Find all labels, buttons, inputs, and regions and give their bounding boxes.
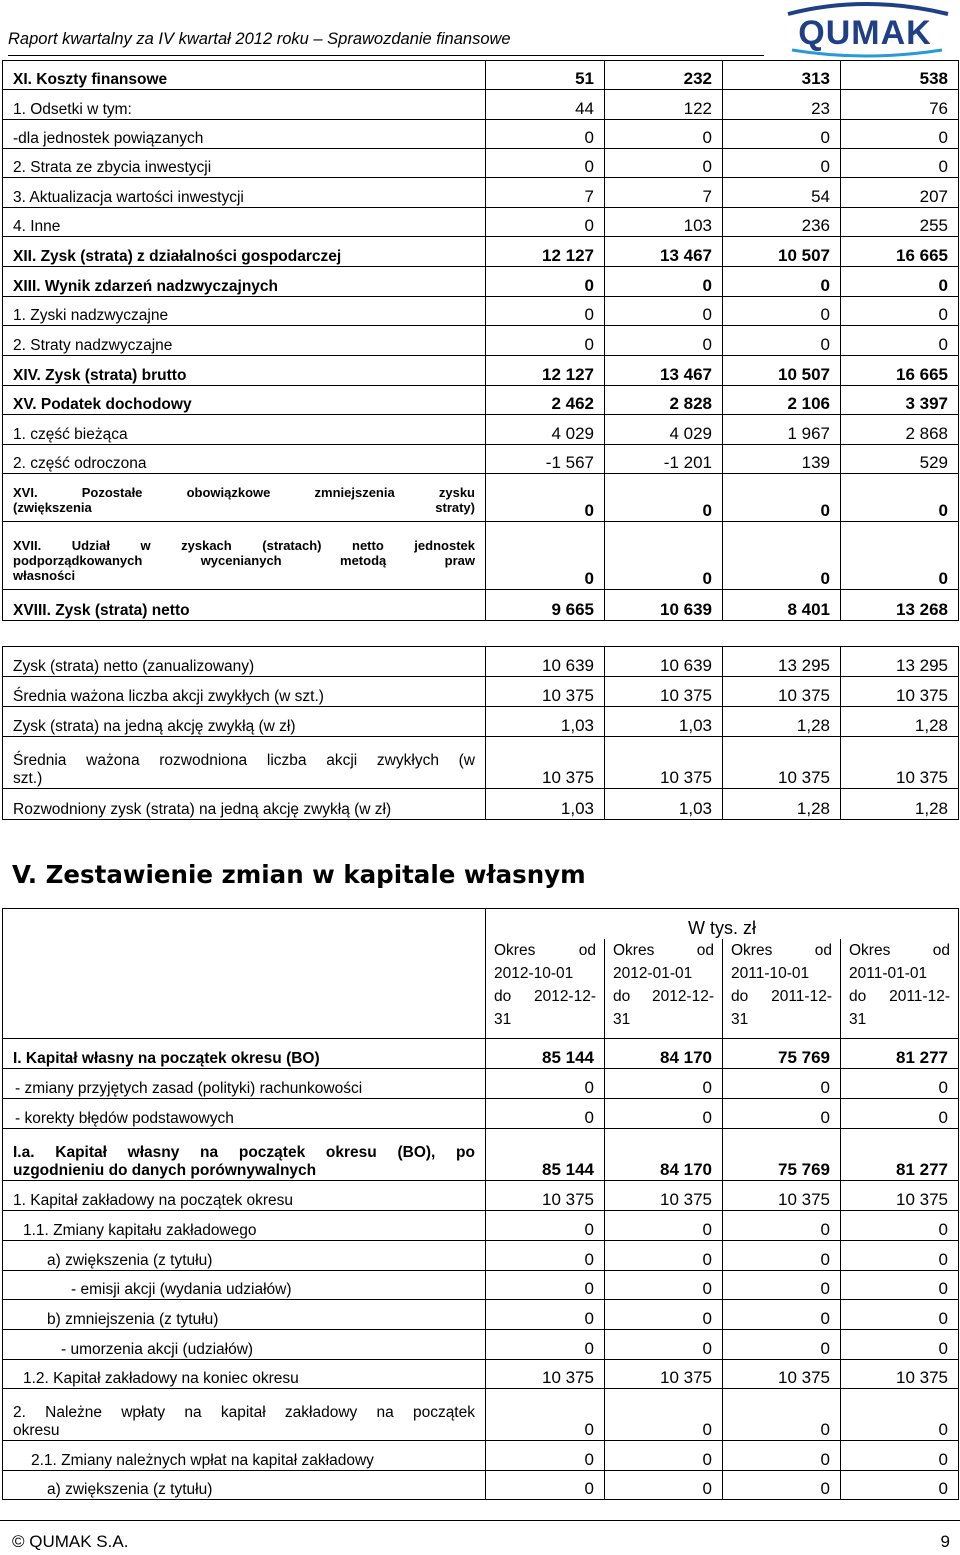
- row-label: I. Kapitał własny na początek okresu (BO): [3, 1039, 486, 1069]
- report-header-title: Raport kwartalny za IV kwartał 2012 roku – Sprawozdanie finansowe: [8, 30, 511, 48]
- table-row: [3, 474, 959, 522]
- period-line: do 2011-12-: [731, 987, 832, 1005]
- value-cell: 1,03: [605, 789, 723, 820]
- row-label: [3, 1389, 486, 1441]
- value-cell: 12 127: [486, 356, 605, 386]
- value-cell: 13 467: [605, 356, 723, 386]
- value-cell: 1,28: [723, 789, 841, 820]
- value-cell: 538: [841, 61, 959, 90]
- value-cell: 232: [605, 61, 723, 90]
- value-cell: 0: [605, 120, 723, 149]
- period-line: 2012-01-01: [613, 964, 693, 982]
- table-row: [3, 1389, 959, 1441]
- row-label: Zysk (strata) netto (zanualizowany): [3, 647, 486, 677]
- value-cell: 7: [486, 178, 605, 208]
- period-header: [486, 939, 605, 1039]
- value-cell: 10 375: [841, 1181, 959, 1211]
- value-cell: 0: [486, 1300, 605, 1330]
- row-label: a) zwiększenia (z tytułu): [3, 1241, 486, 1271]
- period-line: 31: [731, 1010, 749, 1028]
- value-cell: 1,03: [486, 707, 605, 737]
- table-row: [3, 415, 959, 445]
- value-cell: 10 375: [841, 737, 959, 789]
- value-cell: 0: [723, 149, 841, 178]
- value-cell: 529: [841, 445, 959, 474]
- row-label-line: podporządkowanych wycenianych metodą praw: [13, 553, 475, 568]
- value-cell: 0: [486, 1211, 605, 1241]
- row-label: - zmiany przyjętych zasad (polityki) rachunkowości: [3, 1069, 486, 1099]
- value-cell: 51: [486, 61, 605, 90]
- value-cell: 0: [841, 120, 959, 149]
- value-cell: 0: [841, 1211, 959, 1241]
- row-label: 1. Odsetki w tym:: [3, 90, 486, 120]
- value-cell: 0: [841, 1241, 959, 1271]
- period-line: 31: [849, 1010, 867, 1028]
- value-cell: 0: [486, 297, 605, 326]
- period-line: 2011-10-01: [731, 964, 810, 982]
- table-row: [3, 326, 959, 356]
- value-cell: 0: [841, 1471, 959, 1500]
- value-cell: 10 375: [605, 1360, 723, 1389]
- row-label: a) zwiększenia (z tytułu): [3, 1471, 486, 1500]
- value-cell: 75 769: [723, 1039, 841, 1069]
- row-label-line: szt.): [13, 770, 43, 787]
- value-cell: 103: [605, 208, 723, 237]
- value-cell: 0: [486, 1441, 605, 1471]
- value-cell: 0: [841, 1099, 959, 1129]
- value-cell: 0: [605, 267, 723, 297]
- value-cell: 0: [841, 522, 959, 590]
- value-cell: 9 665: [486, 590, 605, 621]
- value-cell: 12 127: [486, 237, 605, 267]
- value-cell: 0: [486, 1389, 605, 1441]
- value-cell: 13 268: [841, 590, 959, 621]
- table-row: [3, 208, 959, 237]
- row-label: 1.1. Zmiany kapitału zakładowego: [3, 1211, 486, 1241]
- value-cell: 0: [841, 326, 959, 356]
- value-cell: 0: [486, 1330, 605, 1360]
- value-cell: 0: [723, 1069, 841, 1099]
- value-cell: 16 665: [841, 356, 959, 386]
- row-label: 1. część bieżąca: [3, 415, 486, 445]
- results-table: [2, 60, 959, 621]
- period-line: 2011-01-01: [849, 964, 928, 982]
- value-cell: 0: [841, 297, 959, 326]
- row-label: 2. Strata ze zbycia inwestycji: [3, 149, 486, 178]
- value-cell: 0: [605, 1241, 723, 1271]
- period-line: do 2011-12-: [849, 987, 950, 1005]
- table-row: [3, 1039, 959, 1069]
- table-row: [3, 297, 959, 326]
- value-cell: 1,03: [605, 707, 723, 737]
- period-line: Okres od: [731, 941, 832, 959]
- period-line: Okres od: [849, 941, 950, 959]
- row-label: [3, 1129, 486, 1181]
- table-row: [3, 267, 959, 297]
- table-row: [3, 677, 959, 707]
- row-label-line: (zwiększenia straty): [13, 500, 475, 515]
- table-row: [3, 1471, 959, 1500]
- value-cell: 0: [486, 149, 605, 178]
- row-label: [3, 522, 486, 590]
- value-cell: 0: [841, 1330, 959, 1360]
- value-cell: 0: [723, 267, 841, 297]
- value-cell: 7: [605, 178, 723, 208]
- row-label: 1.2. Kapitał zakładowy na koniec okresu: [3, 1360, 486, 1389]
- value-cell: 0: [841, 1389, 959, 1441]
- value-cell: 0: [723, 326, 841, 356]
- value-cell: 0: [486, 1069, 605, 1099]
- period-header: [841, 939, 959, 1039]
- value-cell: 0: [723, 1441, 841, 1471]
- value-cell: 1,28: [723, 707, 841, 737]
- qumak-logo: [770, 0, 960, 60]
- row-label: 4. Inne: [3, 208, 486, 237]
- value-cell: 10 507: [723, 237, 841, 267]
- value-cell: 13 295: [723, 647, 841, 677]
- row-label: Średnia ważona liczba akcji zwykłych (w szt.): [3, 677, 486, 707]
- row-label: XI. Koszty finansowe: [3, 61, 486, 90]
- value-cell: 0: [605, 1099, 723, 1129]
- row-label: 3. Aktualizacja wartości inwestycji: [3, 178, 486, 208]
- value-cell: 10 375: [486, 677, 605, 707]
- value-cell: 0: [723, 297, 841, 326]
- row-label: - korekty błędów podstawowych: [3, 1099, 486, 1129]
- row-label: Rozwodniony zysk (strata) na jedną akcję zwykłą (w zł): [3, 789, 486, 820]
- table-row: [3, 237, 959, 267]
- blank-header-cell: [3, 909, 486, 1039]
- table-row: [3, 1271, 959, 1300]
- row-label: [3, 474, 486, 522]
- value-cell: 3 397: [841, 386, 959, 415]
- value-cell: 0: [605, 1441, 723, 1471]
- value-cell: 0: [723, 1099, 841, 1129]
- value-cell: 0: [605, 1471, 723, 1500]
- table-row: [3, 1330, 959, 1360]
- table-row: [3, 61, 959, 90]
- row-label-line: XVI. Pozostałe obowiązkowe zmniejszenia zysku: [13, 485, 475, 500]
- table-row: [3, 1069, 959, 1099]
- value-cell: 81 277: [841, 1129, 959, 1181]
- value-cell: 10 375: [486, 737, 605, 789]
- value-cell: 85 144: [486, 1129, 605, 1181]
- value-cell: 0: [486, 474, 605, 522]
- period-line: do 2012-12-: [613, 987, 714, 1005]
- value-cell: 0: [841, 149, 959, 178]
- footer-rule: [0, 1520, 960, 1521]
- value-cell: 10 375: [723, 1360, 841, 1389]
- value-cell: 10 375: [723, 737, 841, 789]
- value-cell: 139: [723, 445, 841, 474]
- row-label: 1. Zyski nadzwyczajne: [3, 297, 486, 326]
- value-cell: 0: [723, 1211, 841, 1241]
- table-row: [3, 737, 959, 789]
- row-label: XVIII. Zysk (strata) netto: [3, 590, 486, 621]
- value-cell: 10 375: [486, 1360, 605, 1389]
- value-cell: 1,28: [841, 789, 959, 820]
- period-line: do 2012-12-: [494, 987, 596, 1005]
- value-cell: 13 295: [841, 647, 959, 677]
- value-cell: 0: [605, 1330, 723, 1360]
- row-label-line: okresu: [13, 1422, 60, 1439]
- period-line: Okres od: [494, 941, 596, 959]
- value-cell: 0: [605, 297, 723, 326]
- eps-table: [2, 646, 959, 820]
- value-cell: 0: [723, 522, 841, 590]
- value-cell: 10 375: [841, 1360, 959, 1389]
- value-cell: 10 375: [605, 677, 723, 707]
- value-cell: 1,28: [841, 707, 959, 737]
- value-cell: 10 639: [486, 647, 605, 677]
- value-cell: 0: [723, 1330, 841, 1360]
- value-cell: 75 769: [723, 1129, 841, 1181]
- value-cell: 0: [605, 1069, 723, 1099]
- value-cell: 4 029: [605, 415, 723, 445]
- value-cell: 0: [605, 1300, 723, 1330]
- value-cell: 122: [605, 90, 723, 120]
- row-label: - umorzenia akcji (udziałów): [3, 1330, 486, 1360]
- value-cell: 0: [605, 326, 723, 356]
- value-cell: 0: [486, 1241, 605, 1271]
- value-cell: 207: [841, 178, 959, 208]
- value-cell: 0: [723, 1300, 841, 1330]
- row-label: XII. Zysk (strata) z działalności gospodarczej: [3, 237, 486, 267]
- period-line: 2012-10-01: [494, 964, 574, 982]
- value-cell: 0: [723, 1241, 841, 1271]
- table-row: [3, 789, 959, 820]
- value-cell: 84 170: [605, 1129, 723, 1181]
- value-cell: 54: [723, 178, 841, 208]
- value-cell: 10 375: [723, 677, 841, 707]
- table-row: [3, 1241, 959, 1271]
- row-label: 1. Kapitał zakładowy na początek okresu: [3, 1181, 486, 1211]
- value-cell: 0: [605, 474, 723, 522]
- value-cell: 0: [605, 1271, 723, 1300]
- table-row: [3, 590, 959, 621]
- qumak-logo-text: QUMAK: [798, 14, 932, 52]
- value-cell: 1,03: [486, 789, 605, 820]
- row-label: b) zmniejszenia (z tytułu): [3, 1300, 486, 1330]
- value-cell: 0: [486, 522, 605, 590]
- value-cell: 10 375: [486, 1181, 605, 1211]
- period-line: 31: [494, 1010, 512, 1028]
- value-cell: 10 375: [841, 677, 959, 707]
- value-cell: 0: [486, 208, 605, 237]
- row-label-line: uzgodnieniu do danych porównywalnych: [13, 1162, 317, 1179]
- period-line: Okres od: [613, 941, 714, 959]
- row-label: XIV. Zysk (strata) brutto: [3, 356, 486, 386]
- section-title: V. Zestawienie zmian w kapitale własnym: [12, 860, 586, 889]
- value-cell: 2 828: [605, 386, 723, 415]
- value-cell: 84 170: [605, 1039, 723, 1069]
- row-label: 2.1. Zmiany należnych wpłat na kapitał zakładowy: [3, 1441, 486, 1471]
- value-cell: 0: [486, 267, 605, 297]
- value-cell: 44: [486, 90, 605, 120]
- value-cell: 10 639: [605, 590, 723, 621]
- value-cell: 0: [605, 149, 723, 178]
- value-cell: 10 639: [605, 647, 723, 677]
- period-header: [723, 939, 841, 1039]
- value-cell: 81 277: [841, 1039, 959, 1069]
- value-cell: 0: [486, 1099, 605, 1129]
- table-row: [3, 149, 959, 178]
- value-cell: 0: [841, 267, 959, 297]
- value-cell: 23: [723, 90, 841, 120]
- value-cell: 8 401: [723, 590, 841, 621]
- table-row: [3, 1099, 959, 1129]
- value-cell: 0: [723, 120, 841, 149]
- table-row: [3, 1181, 959, 1211]
- table-row: [3, 1129, 959, 1181]
- value-cell: 0: [841, 1069, 959, 1099]
- value-cell: 0: [723, 1389, 841, 1441]
- table-row: [3, 356, 959, 386]
- value-cell: -1 567: [486, 445, 605, 474]
- value-cell: 0: [841, 1441, 959, 1471]
- table-row: [3, 707, 959, 737]
- value-cell: 2 868: [841, 415, 959, 445]
- table-row: [3, 445, 959, 474]
- row-label-line: XVII. Udział w zyskach (stratach) netto jednostek: [13, 538, 475, 553]
- value-cell: 0: [841, 1300, 959, 1330]
- row-label: 2. Straty nadzwyczajne: [3, 326, 486, 356]
- row-label-line: własności: [13, 568, 76, 583]
- value-cell: 0: [605, 522, 723, 590]
- row-label: Zysk (strata) na jedną akcję zwykłą (w zł): [3, 707, 486, 737]
- table-row: [3, 647, 959, 677]
- table-row: [3, 1360, 959, 1389]
- value-cell: 85 144: [486, 1039, 605, 1069]
- value-cell: 76: [841, 90, 959, 120]
- table-row: [3, 1441, 959, 1471]
- table-row: [3, 178, 959, 208]
- footer-company: © QUMAK S.A.: [12, 1532, 129, 1551]
- row-label: - emisji akcji (wydania udziałów): [3, 1271, 486, 1300]
- value-cell: 0: [723, 1271, 841, 1300]
- row-label-line: I.a. Kapitał własny na początek okresu (BO), po: [13, 1144, 475, 1161]
- value-cell: 10 375: [605, 737, 723, 789]
- table-row: [3, 386, 959, 415]
- value-cell: 1 967: [723, 415, 841, 445]
- unit-header-row: [3, 909, 959, 939]
- value-cell: 0: [841, 474, 959, 522]
- row-label: -dla jednostek powiązanych: [3, 120, 486, 149]
- value-cell: 0: [486, 1471, 605, 1500]
- value-cell: 0: [723, 474, 841, 522]
- value-cell: 2 106: [723, 386, 841, 415]
- value-cell: -1 201: [605, 445, 723, 474]
- header-rule: [8, 55, 764, 56]
- row-label: [3, 737, 486, 789]
- value-cell: 0: [605, 1389, 723, 1441]
- value-cell: 10 375: [605, 1181, 723, 1211]
- value-cell: 16 665: [841, 237, 959, 267]
- value-cell: 4 029: [486, 415, 605, 445]
- period-header: [605, 939, 723, 1039]
- value-cell: 0: [486, 120, 605, 149]
- value-cell: 0: [486, 1271, 605, 1300]
- table-row: [3, 1300, 959, 1330]
- value-cell: 0: [605, 1211, 723, 1241]
- equity-changes-table: [2, 908, 959, 1500]
- table-row: [3, 1211, 959, 1241]
- value-cell: 236: [723, 208, 841, 237]
- value-cell: 2 462: [486, 386, 605, 415]
- value-cell: 0: [723, 1471, 841, 1500]
- row-label-line: 2. Należne wpłaty na kapitał zakładowy na początek: [13, 1404, 475, 1421]
- row-label-line: Średnia ważona rozwodniona liczba akcji zwykłych (w: [13, 752, 475, 769]
- row-label: XIII. Wynik zdarzeń nadzwyczajnych: [3, 267, 486, 297]
- page-number: 9: [940, 1532, 950, 1551]
- value-cell: 10 375: [723, 1181, 841, 1211]
- row-label: XV. Podatek dochodowy: [3, 386, 486, 415]
- value-cell: 13 467: [605, 237, 723, 267]
- value-cell: 10 507: [723, 356, 841, 386]
- period-line: 31: [613, 1010, 631, 1028]
- value-cell: 0: [841, 1271, 959, 1300]
- table-row: [3, 120, 959, 149]
- table-row: [3, 90, 959, 120]
- table-row: [3, 522, 959, 590]
- value-cell: 255: [841, 208, 959, 237]
- value-cell: 313: [723, 61, 841, 90]
- row-label: 2. część odroczona: [3, 445, 486, 474]
- unit-label: W tys. zł: [486, 909, 959, 939]
- value-cell: 0: [486, 326, 605, 356]
